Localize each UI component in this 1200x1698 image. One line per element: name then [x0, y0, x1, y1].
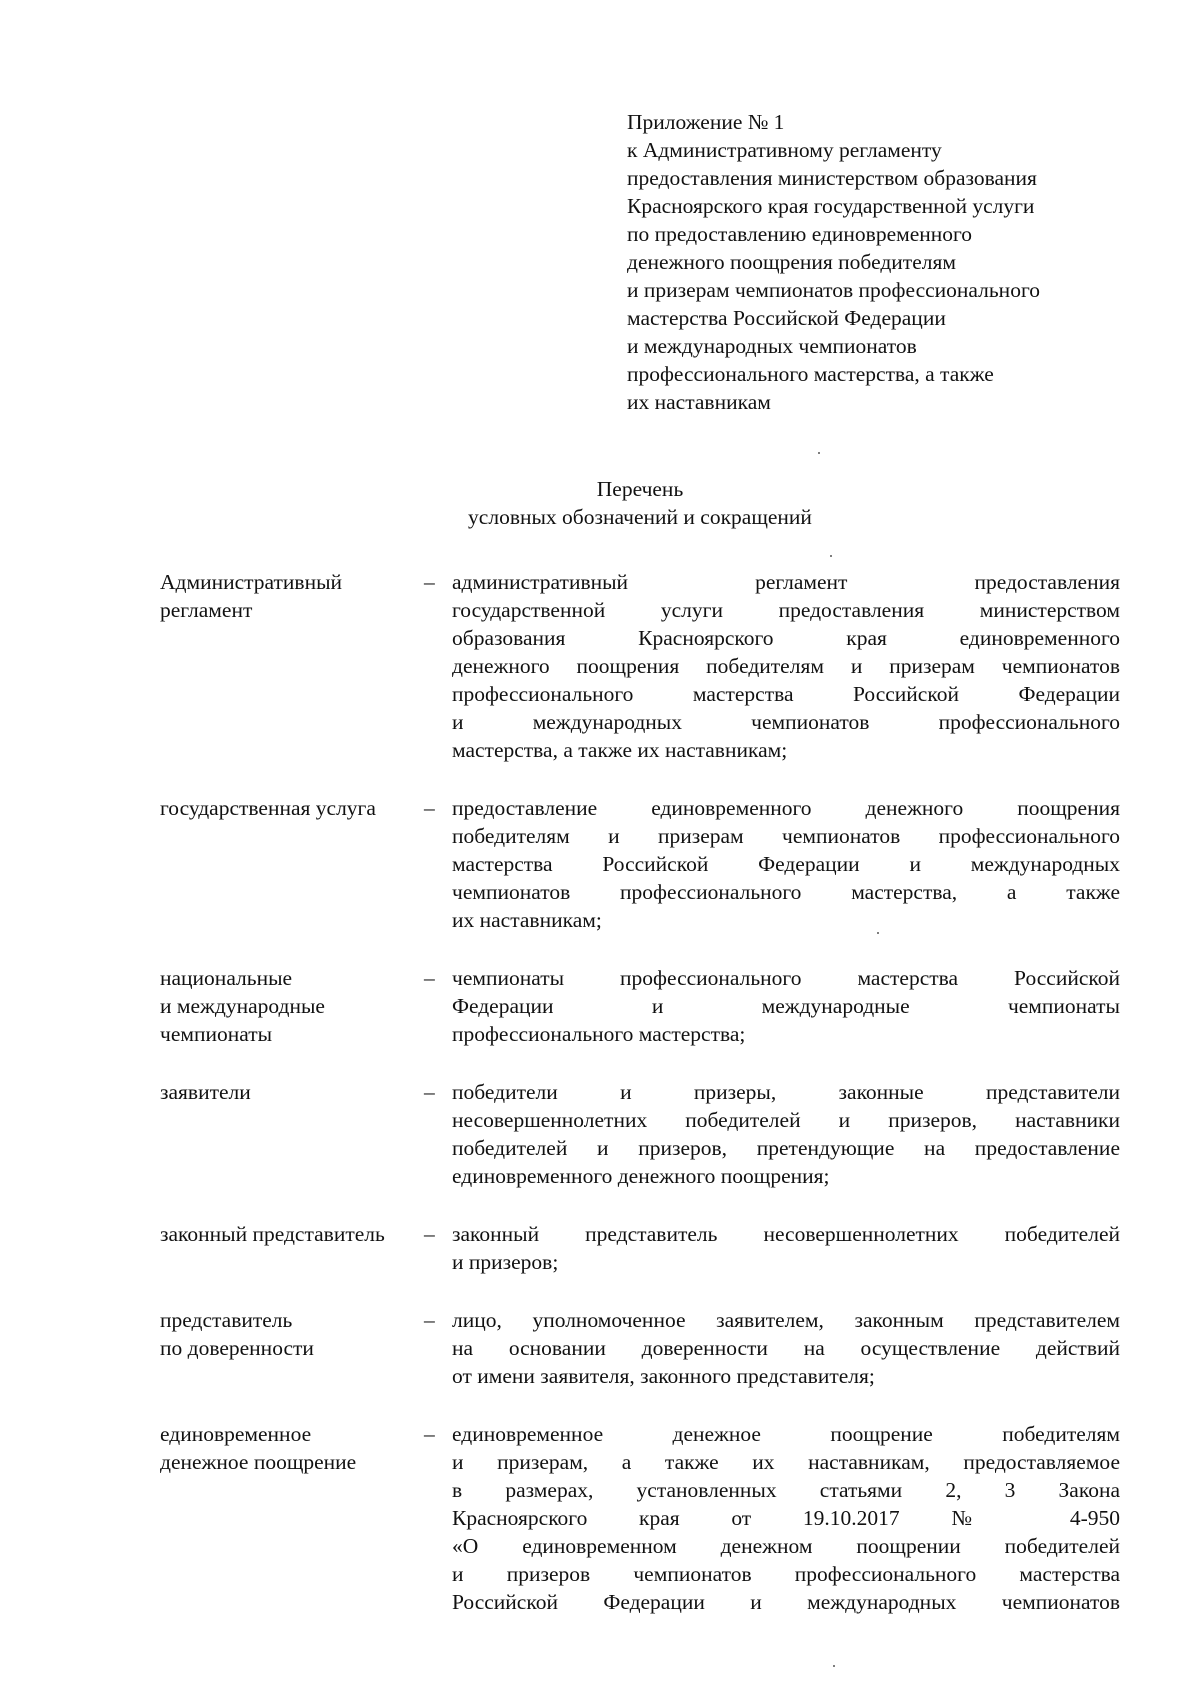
definition-line: от имени заявителя, законного представителя; [452, 1364, 875, 1388]
definition-line: мастерства Российской Федерации и международных [452, 852, 1120, 876]
definition-line: образования Красноярского края единовременного [452, 626, 1120, 650]
annex-line: и призерам чемпионатов профессионального [627, 278, 1040, 302]
term-line: Административный [160, 570, 343, 594]
term-line: национальные [160, 966, 293, 990]
annex-line: денежного поощрения победителям [627, 250, 956, 274]
definition-line: профессионального мастерства Российской Федерации [452, 682, 1120, 706]
definition-line: законный представитель несовершеннолетних победителей [452, 1222, 1120, 1246]
heading-title: Перечень [596, 477, 684, 501]
annex-line: их наставникам [627, 390, 771, 414]
dash-separator: – [424, 570, 435, 594]
definition-line: лицо, уполномоченное заявителем, законным представителем [452, 1308, 1120, 1332]
term-line: чемпионаты [160, 1022, 273, 1046]
annex-line: профессионального мастерства, а также [627, 362, 994, 386]
list-heading [0, 475, 1200, 531]
definition-line: денежного поощрения победителям и призерам чемпионатов [452, 654, 1120, 678]
annex-line: предоставления министерством образования [627, 166, 1037, 190]
definition-line: Федерации и международные чемпионаты [452, 994, 1120, 1018]
definition-line: единовременное денежное поощрение победителям [452, 1422, 1120, 1446]
term-line: денежное поощрение [160, 1450, 357, 1474]
list-entry [160, 1078, 1120, 1190]
definition-line: мастерства, а также их наставникам; [452, 738, 788, 762]
definition-line: единовременного денежного поощрения; [452, 1164, 830, 1188]
definition-line: их наставникам; [452, 908, 602, 932]
entry-definition [452, 1420, 1120, 1616]
annex-line: Красноярского края государственной услуги [627, 194, 1035, 218]
dash-separator: – [424, 1422, 435, 1446]
term-line: заявители [160, 1080, 251, 1104]
list-entry [160, 794, 1120, 934]
definition-line: «О единовременном денежном поощрении победителей [452, 1534, 1120, 1558]
entry-term [160, 568, 422, 764]
definition-line: Красноярского края от 19.10.2017 № 4-950 [452, 1506, 1120, 1530]
entry-term [160, 1306, 422, 1390]
dash-separator: – [424, 1080, 435, 1104]
definition-line: и призеров; [452, 1250, 559, 1274]
annex-line: мастерства Российской Федерации [627, 306, 946, 330]
entry-term [160, 794, 422, 934]
scan-speck [877, 932, 879, 934]
entry-term [160, 1220, 422, 1276]
list-entry [160, 568, 1120, 764]
definition-line: несовершеннолетних победителей и призеров, наставники [452, 1108, 1120, 1132]
definition-line: на основании доверенности на осуществление действий [452, 1336, 1120, 1360]
entry-definition [452, 1306, 1120, 1390]
scan-speck [830, 555, 832, 557]
definition-line: административный регламент предоставления [452, 570, 1120, 594]
entry-term [160, 1078, 422, 1190]
entry-definition [452, 964, 1120, 1048]
annex-line: Приложение № 1 [627, 110, 785, 134]
dash-separator: – [424, 1222, 435, 1246]
entry-term [160, 1420, 422, 1616]
annex-header [627, 108, 1147, 416]
entry-definition [452, 1078, 1120, 1190]
heading-subtitle: условных обозначений и сокращений [468, 505, 812, 529]
annex-line: и международных чемпионатов [627, 334, 917, 358]
dash-separator: – [424, 796, 435, 820]
entry-definition [452, 794, 1120, 934]
scan-speck [833, 1665, 835, 1667]
term-line: по доверенности [160, 1336, 314, 1360]
definition-line: и международных чемпионатов профессионального [452, 710, 1120, 734]
list-entry [160, 1420, 1120, 1616]
abbreviations-list [160, 568, 1120, 1646]
list-entry [160, 964, 1120, 1048]
list-entry [160, 1220, 1120, 1276]
term-line: регламент [160, 598, 253, 622]
definition-line: и призеров чемпионатов профессионального мастерства [452, 1562, 1120, 1586]
entry-definition [452, 568, 1120, 764]
term-line: единовременное [160, 1422, 312, 1446]
definition-line: Российской Федерации и международных чемпионатов [452, 1590, 1120, 1614]
dash-separator: – [424, 1308, 435, 1332]
entry-term [160, 964, 422, 1048]
term-line: и международные [160, 994, 325, 1018]
definition-line: профессионального мастерства; [452, 1022, 746, 1046]
list-entry [160, 1306, 1120, 1390]
annex-line: по предоставлению единовременного [627, 222, 973, 246]
definition-line: чемпионаты профессионального мастерства Российской [452, 966, 1120, 990]
annex-line: к Административному регламенту [627, 138, 942, 162]
definition-line: победители и призеры, законные представители [452, 1080, 1120, 1104]
definition-line: победителям и призерам чемпионатов профессионального [452, 824, 1120, 848]
definition-line: в размерах, установленных статьями 2, 3 Закона [452, 1478, 1120, 1502]
definition-line: и призерам, а также их наставникам, предоставляемое [452, 1450, 1120, 1474]
dash-separator: – [424, 966, 435, 990]
definition-line: победителей и призеров, претендующие на предоставление [452, 1136, 1120, 1160]
term-line: представитель [160, 1308, 293, 1332]
scan-speck [818, 452, 820, 454]
definition-line: государственной услуги предоставления министерством [452, 598, 1120, 622]
definition-line: предоставление единовременного денежного поощрения [452, 796, 1120, 820]
term-line: законный представитель [160, 1222, 385, 1246]
term-line: государственная услуга [160, 796, 376, 820]
definition-line: чемпионатов профессионального мастерства, а также [452, 880, 1120, 904]
entry-definition [452, 1220, 1120, 1276]
